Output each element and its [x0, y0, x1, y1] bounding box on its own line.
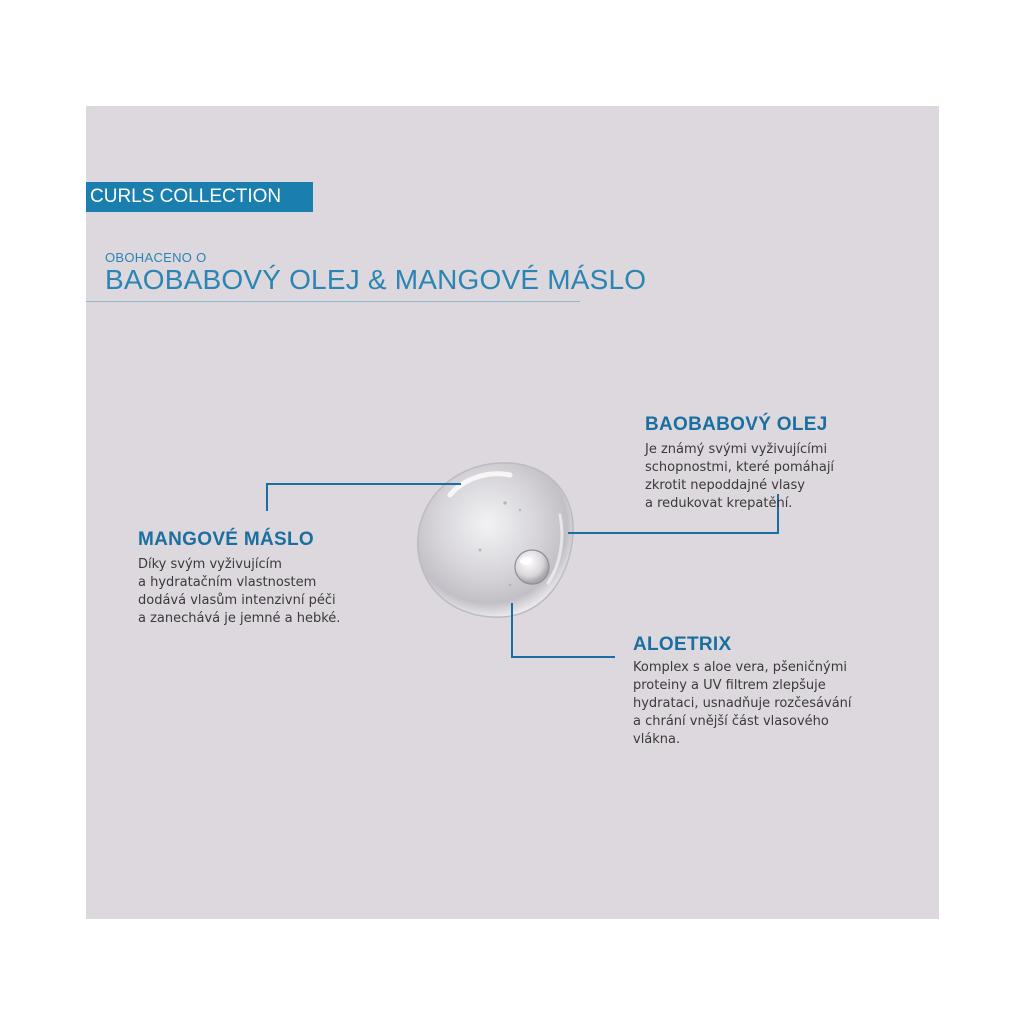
mango-line: a hydratačním vlastnostem — [138, 575, 317, 590]
baobab-connector-horizontal — [568, 532, 779, 534]
aloetrix-description — [633, 659, 852, 749]
baobab-line: a redukovat krepatění. — [645, 496, 793, 511]
headline-subtitle: OBOHACENO O — [105, 250, 207, 265]
baobab-title: BAOBABOVÝ OLEJ — [645, 414, 828, 435]
baobab-description — [645, 441, 834, 513]
baobab-line: schopnostmi, které pomáhají — [645, 460, 835, 475]
aloetrix-line: a chrání vnější část vlasového — [633, 714, 829, 729]
mango-connector-horizontal — [266, 483, 461, 485]
page-title: BAOBABOVÝ OLEJ & MANGOVÉ MÁSLO — [105, 264, 647, 295]
serum-droplet-icon — [410, 455, 590, 625]
aloetrix-connector-vertical — [511, 603, 513, 658]
mango-line: a zanechává je jemné a hebké. — [138, 611, 341, 626]
mango-connector-vertical — [266, 483, 268, 511]
mango-line: Díky svým vyživujícím — [138, 557, 282, 572]
aloetrix-line: proteiny a UV filtrem zlepšuje — [633, 678, 826, 693]
aloetrix-line: vlákna. — [633, 732, 681, 747]
title-divider — [86, 301, 580, 302]
collection-banner: CURLS COLLECTION — [86, 182, 313, 212]
aloetrix-line: Komplex s aloe vera, pšeničnými — [633, 660, 848, 675]
aloetrix-connector-horizontal — [511, 656, 615, 658]
aloetrix-line: hydrataci, usnadňuje rozčesávání — [633, 696, 852, 711]
aloetrix-title: ALOETRIX — [633, 634, 732, 655]
baobab-line: Je známý svými vyživujícími — [645, 442, 828, 457]
mango-description — [138, 556, 340, 628]
mango-title: MANGOVÉ MÁSLO — [138, 529, 314, 550]
baobab-line: zkrotit nepoddajné vlasy — [645, 478, 805, 493]
mango-line: dodává vlasům intenzivní péči — [138, 593, 336, 608]
